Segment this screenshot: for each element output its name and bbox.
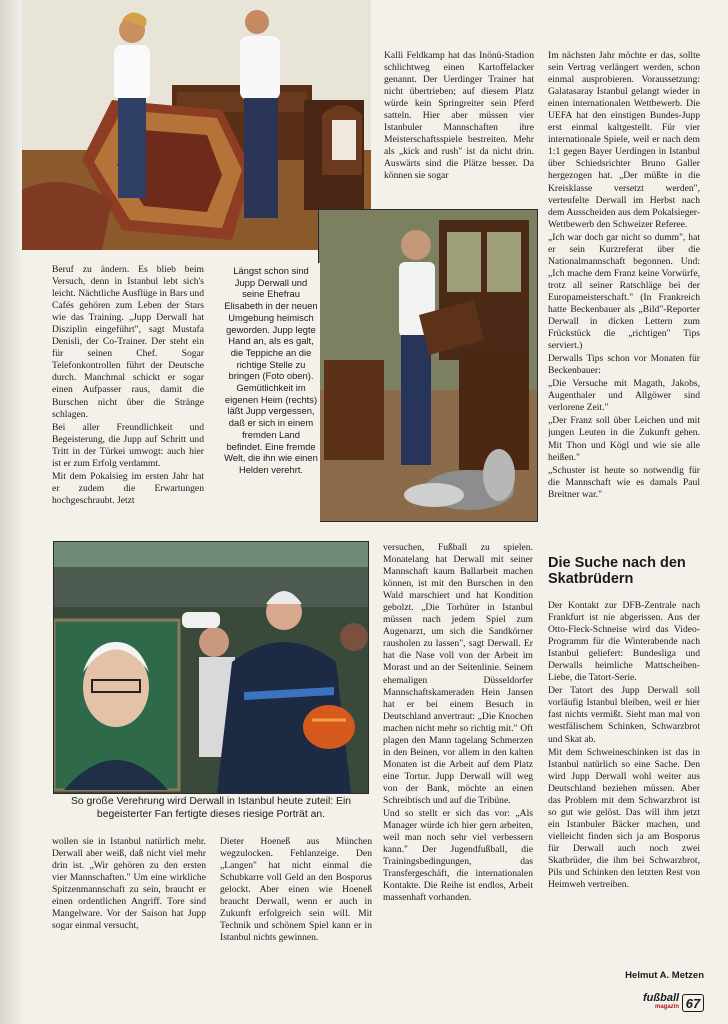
magazine-brand-sub: magazin bbox=[654, 1004, 679, 1010]
photo-furniture-image bbox=[319, 210, 537, 521]
photo-portrait-image bbox=[54, 542, 368, 793]
paragraph: Der Tatort des Jupp Derwall soll vorläufig Istanbul bleiben, weil er hier fast nichts vermißt. Sieht man mal von westfälischem Schinken, Schwarzbrot und Skat ab. bbox=[548, 685, 700, 745]
column-middle-lower bbox=[383, 542, 533, 992]
figure-caption: So große Verehrung wird Derwall in Istanbul heute zuteil: Ein begeisterter Fan fertigte dieses riesige Porträt an. bbox=[70, 796, 352, 820]
photo-portrait-fan bbox=[53, 541, 369, 794]
paragraph: versuchen, Fußball zu spielen. Monatelang hat Derwall mit seiner Mannschaft kaum Ballarbeit machen können, ist mit den Burschen in den Wald marschiert und hat Kondition gebolzt. „Die Torhüter in Istanbul müssen nach jedem Spiel zum Augenarzt, um sich die Sandkörner rausholen zu lassen", sagt Derwall. Er hat die Nase voll von der Arbeit im Morast und an der Seitenlinie. Seinem ehemaligen Düsseldorfer Mannschaftskameraden Hein Jansen hat er bei einem Besuch in Deutschland anvertraut: „Die Knochen machen nicht mehr so richtig mit." Oft plagen den Mann tagelang Schmerzen in den Beinen, vor allem in den kalten Monaten ist die Arbeit auf dem Platz eine Tortur. Jupp Derwall will weg von der Bank, möchte an einen Schreibtisch und auf die Tribüne. bbox=[383, 542, 533, 806]
paragraph: Mit dem Schweineschinken ist das in Istanbul natürlich so eine Sache. Den wird Jupp Derwall wohl weiter aus Deutschland beziehen müssen. Aber das Problem mit dem Schwarzbrot ist so gut wie gelöst. Das will ihm jetzt ein Istanbuler Bäcker machen, und vielleicht finden sich ja am Bosporus für Derwall auch noch zwei Skatbrüder, die ihm bei Schwarzbrot, Pils und Schinken den letzten Rest von Heimweh vertreiben. bbox=[548, 746, 700, 891]
paragraph: Mit dem Pokalsieg im ersten Jahr hat er zudem die Erwartungen hochgeschraubt. Jetzt bbox=[52, 470, 204, 506]
section-heading: Die Suche nach den Skatbrüdern bbox=[548, 555, 686, 587]
paragraph: wollen sie in Istanbul natürlich mehr. Derwall aber weiß, daß nicht viel mehr drin ist. „Wir gehören zu den ersten vier Mannschaften." Um eine wirkliche Spitzenmannschaft zu sein, braucht er einen ordentlichen Angriff. Tore sind Mangelware. Vor der Saison hat Jupp sogar einmal versucht, bbox=[52, 836, 206, 932]
magazine-brand: fußball bbox=[643, 992, 680, 1004]
column-bottom-left bbox=[52, 836, 206, 966]
paragraph: Kalli Feldkamp hat das Inönü-Stadion schlichtweg einen Kartoffelacker genannt. Der Uerdinger Trainer hat nicht übertrieben; auf diesem Platz würde kein Springreiter sein Pferd satteln. Hier aber müssen vier Istanbuler Mannschaften ihre Meisterschaftsspiele bestreiten. Mehr als „kick and rush" ist da nicht drin. Auswärts sind die Plätze besser. Da können sie sogar bbox=[384, 50, 534, 182]
magazine-logo bbox=[643, 993, 679, 1015]
column-bottom-middle bbox=[220, 836, 372, 966]
paragraph: „Der Franz soll über Leichen und mit jungen Leuten in die Zukunft gehen. Mit Thon und Kögl und wie sie alle heißen." bbox=[548, 415, 700, 463]
paragraph: „Die Versuche mit Magath, Jakobs, Augenthaler und Allgöwer sind verlorene Zeit." bbox=[548, 378, 700, 414]
paragraph: Und so stellt er sich das vor: „Als Manager würde ich hier gern arbeiten, weil man noch sehr viel verbessern kann." Der Jugendfußball, die Trainingsbedingungen, das Transfergeschäft, die internationalen Kontakte. Die Reihe ist endlos, Arbeit massenhaft vorhanden. bbox=[383, 808, 533, 904]
author-byline: Helmut A. Metzen bbox=[625, 970, 704, 981]
photo-furniture bbox=[318, 209, 538, 522]
paragraph: Im nächsten Jahr möchte er das, sollte sein Vertrag verlängert werden, schon einmal ausprobieren. Voraussetzung: Galatasaray Istanbul gelangt wieder in einen internationalen Wettbewerb. Die UEFA hat den einstigen Bundes-Jupp erst einmal kaltgestellt. Für vier internationale Spiele, weil er nach dem 1:1 gegen Bayer Uerdingen in Istanbul über Schiedsrichter Bruno Galler hergezogen hat. „Der müßte in die Kreisklasse versetzt werden", verteufelte Derwall im Herbst nach dem Ausscheiden aus dem Pokalsieger-Wettbewerb den Schweizer Referee. bbox=[548, 50, 700, 230]
column-left-middle bbox=[52, 264, 204, 557]
paragraph: Der Kontakt zur DFB-Zentrale nach Frankfurt ist nie abgerissen. Aus der Otto-Fleck-Schneise wird das Video-Programm für die Winterabende nach Istanbul geliefert: Bundesliga und Derwalls heimliche Mattscheiben-Liebe, die Tatort-Serie. bbox=[548, 600, 700, 684]
paragraph: Beruf zu ändern. Es blieb beim Versuch, denn in Istanbul lebt sich's leicht. Nächtliche Ausflüge in Bars und Cafés gehören zum Leben der Stars wie das Training. „Jupp Derwall hat Disziplin eingeführt", sagt Mustafa Denisli, der Co-Trainer. Der steht ein für seinen Chef. Sogar Telefonkontrollen führt der Deutsche durch. Manchmal schickt er sogar einen Aufpasser raus, damit die Burschen nicht über die Stränge schlagen. bbox=[52, 264, 204, 420]
column-right-top bbox=[548, 50, 700, 550]
column-middle-top bbox=[384, 50, 534, 200]
column-right-lower bbox=[548, 600, 700, 970]
page-binding-edge bbox=[0, 0, 22, 1024]
paragraph: „Schuster ist heute so notwendig für die Mannschaft wie es damals Paul Breitner war." bbox=[548, 464, 700, 500]
paragraph: Bei aller Freundlichkeit und Begeisterung, die Jupp auf Schritt und Tritt in der Türkei umwogt: auch hier ist er zum Erfolg verdammt. bbox=[52, 421, 204, 469]
paragraph: Dieter Hoeneß aus München wegzulocken. Fehlanzeige. Den „Langen" hat nicht einmal die Schubkarre voll Geld an den Bosporus gelockt. Aber einen wie Hoeneß braucht Derwall, wenn er auch in Zukunft erfolgreich sein will. Mit Technik und schönem Spiel kann er in Istanbul nichts gewinnen. bbox=[220, 836, 372, 944]
paragraph: Derwalls Tips schon vor Monaten für Beckenbauer: bbox=[548, 353, 700, 377]
photo-caption-inset: Längst schon sind Jupp Derwall und seine Ehefrau Elisabeth in der neuen Umgebung heimisch geworden. Jupp legte Hand an, als es galt, die Teppiche an die richtige Stelle zu bringen (Foto oben). Gemütlichkeit im eigenen Heim (rechts) läßt Jupp vergessen, daß er sich in einem fremden Land befindet. Eine fremde Welt, die ihn wie einen Helden verehrt. bbox=[222, 263, 320, 557]
page-number: 67 bbox=[682, 994, 704, 1012]
paragraph: „Ich war doch gar nicht so dumm", hat er sein Kurzreferat über die Nationalmannschaft begonnen. Und: „Ich mache dem Franz keine Vorwürfe, trotz all seiner Ratschläge bei der Europameisterschaft." (In Frankreich hatte Beckenbauer als „Bild"-Reporter Derwall in dicken Lettern zum Frückstück die „richtigen" Tips serviert.) bbox=[548, 231, 700, 352]
